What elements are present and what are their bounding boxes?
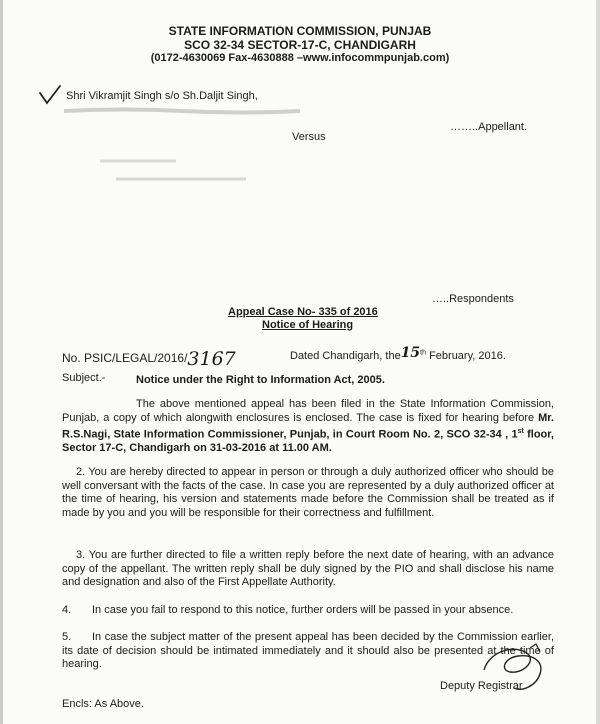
reference-handwritten: 3167 [187, 348, 236, 370]
paragraph-1-venue: floor, Sector 17-C, Chandigarh on 31-03-2016 at 11.00 AM. [62, 428, 554, 455]
paragraph-1-hearing: Mr. R.S.Nagi, State Information Commissioner, Punjab, in Court Room No. 2, SCO 32-34 , 1 [62, 411, 554, 441]
subject-text: Notice under the Right to Information Act, 2005. [136, 374, 385, 386]
appellant-label: ……..Appellant. [450, 121, 528, 133]
enclosures-note: Encls: As Above. [62, 698, 144, 710]
paragraph-3: 3. You are further directed to file a written reply before the next date of hearing, with an advance copy of the appellant. The written reply shall be duly signed by the PIO and shall disclose his name and designation and also of the First Appellate Authority. [62, 549, 554, 588]
paragraph-4: In case you fail to respond to this notice, further orders will be passed in your absence. [92, 604, 514, 616]
subject-label: Subject.- [62, 372, 106, 384]
paragraph-5: In case the subject matter of the present appeal has been decided by the Commission earlier, its date of decision should be intimated immediately and it should also be presented at the time of hearing. [62, 631, 554, 670]
dated-suffix: February, 2016. [426, 350, 506, 362]
paragraph-1-floor-sup: st [517, 428, 524, 435]
paragraph-1 [62, 398, 554, 456]
notice-title: Notice of Hearing [262, 319, 354, 331]
reference-prefix: No. PSIC/LEGAL/2016/ [62, 351, 188, 365]
header-contact: (0172-4630069 Fax-4630888 –www.infocommpunjab.com) [150, 52, 450, 64]
dated-day-handwritten: 15 [400, 345, 421, 361]
scan-edge-left [0, 0, 3, 724]
dated-line [290, 347, 506, 363]
paragraph-2: 2. You are hereby directed to appear in person or through a duly authorized officer who should be well conversant with the facts of the case. In case you are represented by a duly authorized officer at the time of hearing, his version and statements made before the Commission shall be treated as if made by you and you will be responsible for their correctness and fulfillment. [62, 466, 554, 519]
paragraph-1-text: The above mentioned appeal has been filed in the State Information Commission, Punjab, a copy of which alongwith enclosures is enclosed. The case is fixed for hearing before [62, 398, 554, 424]
header-org: STATE INFORMATION COMMISSION, PUNJAB [168, 24, 432, 38]
faded-address-line [62, 104, 302, 118]
respondents-label: …..Respondents [432, 293, 514, 305]
versus-label: Versus [292, 131, 326, 143]
case-title: Appeal Case No- 335 of 2016 [228, 306, 378, 318]
faded-respondent-lines [96, 155, 266, 191]
scan-edge-right [596, 0, 600, 724]
paragraph-5-number: 5. [62, 631, 72, 643]
dated-day-suffix: th [420, 349, 427, 357]
signatory-title: Deputy Registrar [440, 680, 523, 692]
reference-number [62, 345, 236, 370]
appellant-name: Shri Vikramjit Singh s/o Sh.Daljit Singh, [66, 90, 258, 102]
dated-prefix: Dated Chandigarh, the [290, 350, 401, 362]
header-address: SCO 32-34 SECTOR-17-C, CHANDIGARH [184, 38, 416, 52]
paragraph-4-number: 4. [62, 604, 72, 616]
tick-mark-icon [38, 84, 62, 106]
